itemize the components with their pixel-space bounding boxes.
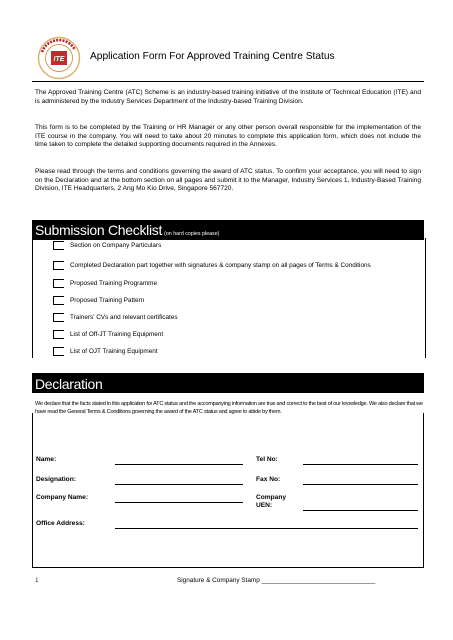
checklist-item-label: List of Off-JT Training Equipment <box>70 331 164 338</box>
designation-field[interactable] <box>115 484 243 485</box>
office-address-field[interactable] <box>115 528 418 529</box>
checkbox[interactable] <box>53 347 64 356</box>
checkbox[interactable] <box>53 279 64 288</box>
page-number: 1 <box>35 577 39 584</box>
name-label: Name: <box>36 456 57 463</box>
tel-label: Tel No: <box>256 456 278 463</box>
company-uen-field[interactable] <box>303 510 418 511</box>
company-name-field[interactable] <box>115 502 243 503</box>
intro-paragraph-2: This form is to be completed by the Training or HR Manager or any other person overall responsible for the implementation of the ITE course in the company. You will need to take about 20 minutes to complete this application form, which does not include the time taken to complete the detailed supporting documents required in the Annexes. <box>35 124 421 149</box>
page-title: Application Form For Approved Training Centre Status <box>90 51 335 62</box>
checklist-item-label: Section on Company Particulars <box>70 242 162 249</box>
office-address-label: Office Address: <box>36 520 85 527</box>
fax-field[interactable] <box>303 484 418 485</box>
declaration-heading: Declaration <box>35 376 103 392</box>
declaration-form <box>32 413 424 568</box>
logo-mark-text: ITE <box>53 56 65 63</box>
tel-field[interactable] <box>303 464 418 465</box>
checkbox[interactable] <box>53 330 64 339</box>
declaration-text: We declare that the facts stated in this application for ATC status and the accompanying information are true and correct to the best of our knowledge. We also declare that we have read the General Terms & Conditions governing the award of the ATC status and agree to abide by them. <box>35 401 423 416</box>
checkbox[interactable] <box>53 313 64 322</box>
intro-paragraph-3: Please read through the terms and conditions governing the award of ATC status. To confirm your acceptance, you will need to sign on the Declaration and at the bottom section on all pages and submit it to the Manager, Industry Services 1, Industry-Based Training Division, ITE Headquarters, 2 Ang Mo Kio Drive, Singapore 567720. <box>35 168 421 193</box>
checkbox[interactable] <box>53 261 64 270</box>
submission-checklist <box>32 238 426 358</box>
checklist-item-label: Trainers' CVs and relevant certificates <box>70 314 178 321</box>
fax-label: Fax No: <box>256 476 281 483</box>
intro-paragraph-1: The Approved Training Centre (ATC) Scheme is an industry-based training initiative of the Institute of Technical Education (ITE) and is administered by the Industry Services Department of the Industry-based Training Division. <box>35 89 421 105</box>
company-name-label: Company Name: <box>36 494 89 501</box>
checklist-item-label: Proposed Training Pattern <box>70 297 145 304</box>
checkbox[interactable] <box>53 296 64 305</box>
checkbox[interactable] <box>53 241 64 250</box>
signature-line: Signature & Company Stamp ________________________________ <box>177 577 376 584</box>
name-field[interactable] <box>115 464 243 465</box>
checklist-item-label: Completed Declaration part together with signatures & company stamp on all pages of Terms & Conditions <box>70 262 371 269</box>
checklist-heading: Submission Checklist (on hard copies please) <box>35 222 220 238</box>
header-divider <box>32 81 424 82</box>
checklist-item-label: Proposed Training Programme <box>70 280 158 287</box>
checklist-heading-bar <box>32 220 424 240</box>
checklist-item-label: List of OJT Training Equipment <box>70 348 158 355</box>
designation-label: Designation: <box>36 476 76 483</box>
company-uen-label: Company UEN: <box>256 494 287 509</box>
checklist-subheading: (on hard copies please) <box>164 231 220 237</box>
ite-atc-logo <box>37 36 81 80</box>
declaration-heading-bar <box>32 373 424 393</box>
